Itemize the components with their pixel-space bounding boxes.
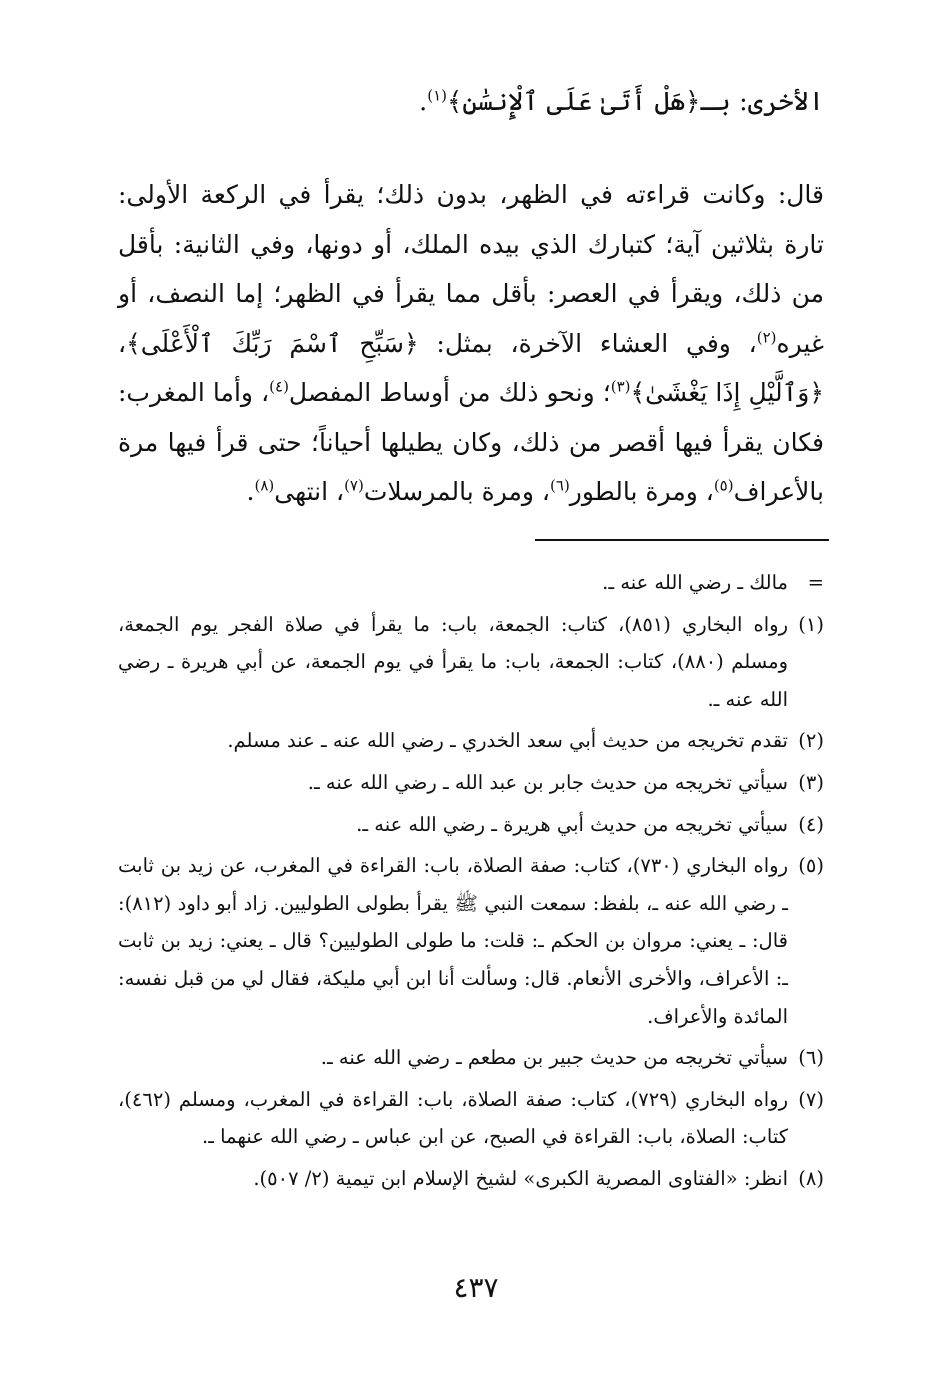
footnote-item: [118, 564, 824, 602]
text-segment: ، ومرة بالمرسلات: [363, 477, 551, 506]
footnote-text: مالك ـ رضي الله عنه ـ.: [602, 571, 788, 594]
footnotes: [118, 564, 824, 1202]
footnote-item: [118, 606, 824, 719]
text-segment: ، وأما المغرب: فكان يقرأ فيها أقصر من ذلك، وكان يطيلها أحياناً؛ حتى قرأ فيها مرة بالأعراف: [118, 378, 824, 506]
text-segment: ، انتهى: [274, 477, 345, 506]
footnote-number: (١): [798, 612, 824, 636]
footnote-item: [118, 806, 824, 844]
footnote-number: (٤): [798, 812, 824, 836]
text-segment: قال: وكانت قراءته في الظهر، بدون ذلك؛ يقرأ في الركعة الأولى: تارة بثلاثين آية؛ كتبارك الذي بيده الملك، أو دونها، وفي الثانية: بأقل من ذلك، ويقرأ في العصر: بأقل مما يقرأ في الظهر؛ إما النصف، أو غيره: [118, 180, 824, 358]
footnote-number: (٦): [798, 1046, 824, 1070]
footnote-number: (٣): [798, 770, 824, 794]
footnote-item: [118, 1160, 824, 1198]
footnote-number: (٢): [798, 729, 824, 753]
footnote-number: =: [807, 571, 824, 594]
footnote-number: (٧): [798, 1087, 824, 1111]
continuation-line: [104, 82, 824, 122]
footnote-ref[interactable]: (٥): [713, 476, 734, 495]
footnote-text: رواه البخاري (٧٣٠)، كتاب: صفة الصلاة، باب: القراءة في المغرب، عن زيد بن ثابت ـ رضي الله عنه ـ، بلفظ: سمعت النبي ﷺ يقرأ بطولى الطوليين. زاد أبو داود (٨١٢): قال: ـ يعني: مروان بن الحكم ـ: قلت: ما طولى الطوليين؟ قال ـ يعني: زيد بن ثابت ـ: الأعراف، والأخرى الأنعام. قال: وسألت أنا ابن أبي مليكة، فقال لي من قبل نفسه: المائدة والأعراف.: [118, 854, 788, 1028]
footnote-text: رواه البخاري (٨٥١)، كتاب: الجمعة، باب: ما يقرأ في صلاة الفجر يوم الجمعة، ومسلم (٨٨٠)، كتاب: الجمعة، باب: ما يقرأ في يوم الجمعة، عن أبي هريرة ـ رضي الله عنه ـ.: [118, 612, 788, 711]
text-segment: ، وفي العشاء الآخرة، بمثل: ﴿سَبِّحِ ٱسْمَ رَبِّكَ ٱلْأَعْلَى﴾، ﴿وَٱلَّيْلِ إِذَا يَغْشَىٰ﴾: [118, 328, 824, 407]
footnote-number: (٨): [798, 1166, 824, 1190]
footnote-text: سيأتي تخريجه من حديث أبي هريرة ـ رضي الله عنه ـ.: [356, 812, 788, 836]
continuation-text: الأخرى: بـ﴿هَلْ أَتَىٰ عَلَى ٱلْإِنسَٰنِ﴾: [447, 87, 824, 117]
footnote-item: [118, 847, 824, 1035]
footnote-ref[interactable]: (٤): [269, 377, 289, 396]
footnote-text: تقدم تخريجه من حديث أبي سعد الخدري ـ رضي الله عنه ـ عند مسلم.: [227, 729, 788, 753]
footnote-ref[interactable]: (٧): [344, 476, 364, 495]
continuation-end: .: [418, 87, 428, 117]
footnote-item: [118, 1039, 824, 1077]
text-segment: ؛ ونحو ذلك من أوساط المفصل: [288, 378, 611, 407]
footnote-text: رواه البخاري (٧٢٩)، كتاب: صفة الصلاة، باب: القراءة في المغرب، ومسلم (٤٦٢)، كتاب: الصلاة، باب: القراءة في الصبح، عن ابن عباس ـ رضي الله عنهما ـ.: [118, 1087, 788, 1149]
footnote-item: [118, 764, 824, 802]
main-paragraph: [118, 170, 824, 517]
footnote-ref[interactable]: (٢): [756, 328, 777, 347]
footnote-text: سيأتي تخريجه من حديث جبير بن مطعم ـ رضي الله عنه ـ.: [320, 1046, 788, 1070]
footnote-ref[interactable]: (٨): [254, 476, 275, 495]
footnote-item: [118, 1081, 824, 1156]
footnote-text: انظر: «الفتاوى المصرية الكبرى» لشيخ الإسلام ابن تيمية (٢/ ٥٠٧).: [253, 1166, 788, 1190]
footnote-divider: [535, 539, 829, 541]
footnote-text: سيأتي تخريجه من حديث جابر بن عبد الله ـ رضي الله عنه ـ.: [307, 770, 788, 794]
footnote-item: [118, 722, 824, 760]
footnote-ref[interactable]: (٦): [550, 476, 570, 495]
page-number: ٤٣٧: [453, 1271, 499, 1304]
footnote-number: (٥): [798, 854, 824, 878]
text-segment: .: [246, 477, 255, 506]
paragraph-text: [118, 170, 824, 517]
text-segment: ، ومرة بالطور: [569, 477, 714, 506]
footnote-ref[interactable]: (٣): [610, 377, 631, 396]
footnote-ref[interactable]: (١): [427, 86, 448, 105]
